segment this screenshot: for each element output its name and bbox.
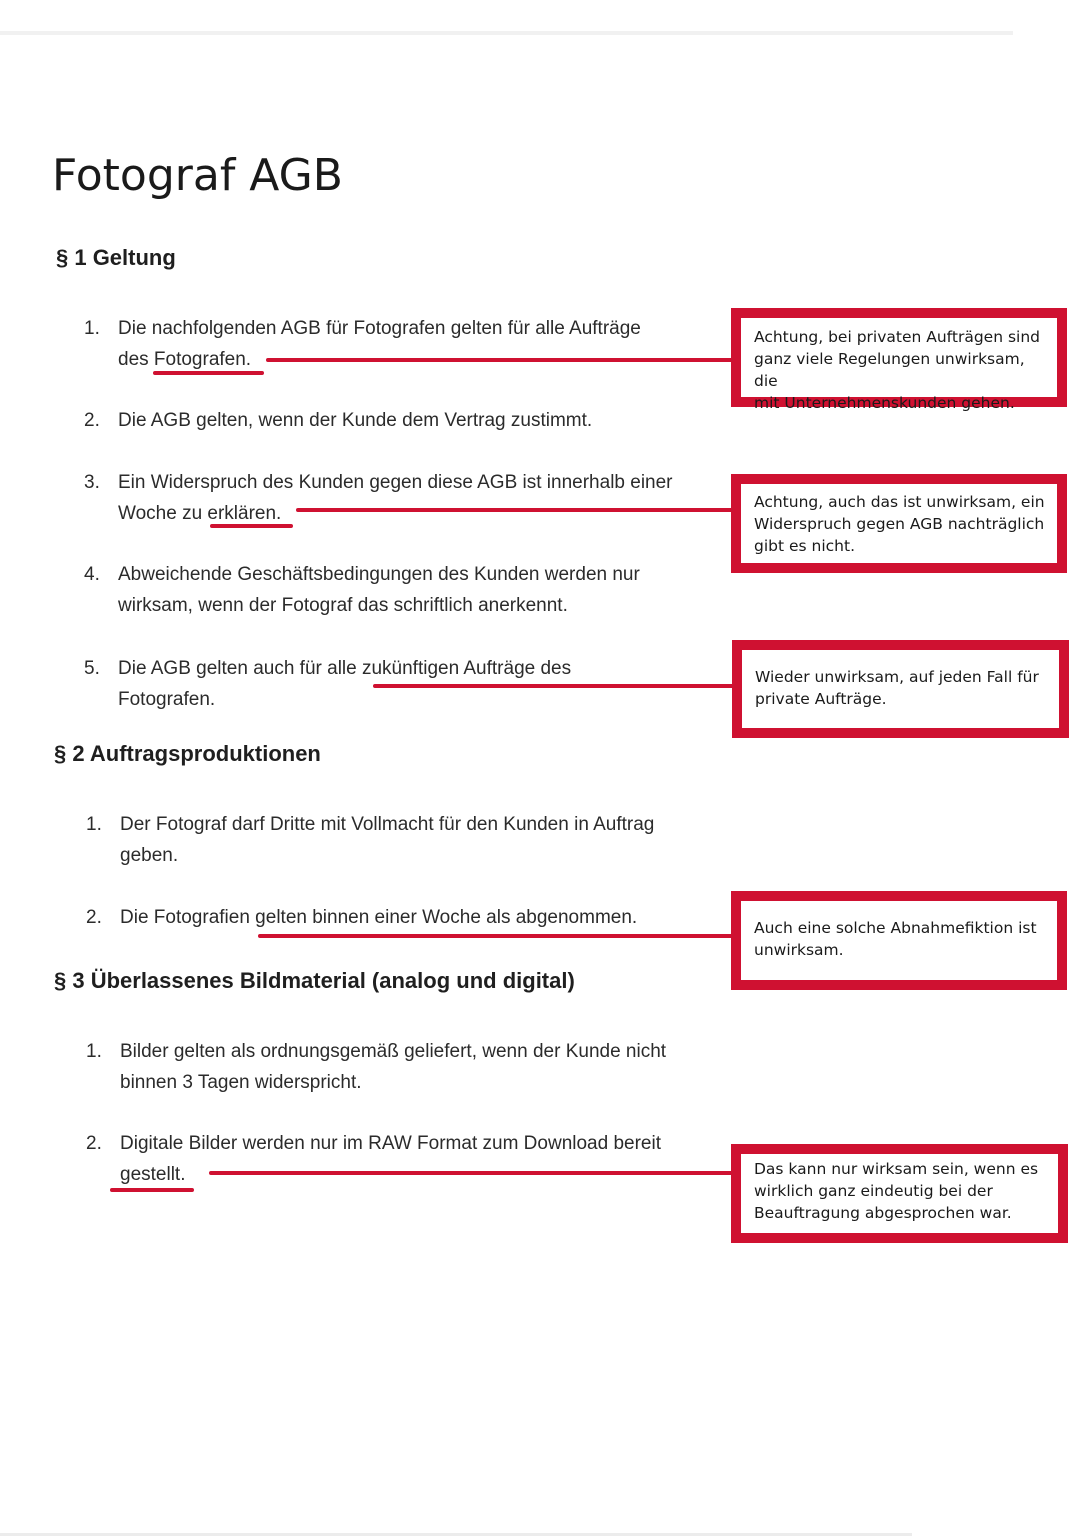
section-heading-geltung: § 1 Geltung: [56, 245, 176, 270]
highlight-underline: [153, 371, 264, 375]
list-number: 2.: [84, 410, 100, 431]
annotation-line: Achtung, bei privaten Aufträgen sind: [754, 328, 1040, 346]
annotation-connector: [266, 358, 736, 362]
annotation-line: Widerspruch gegen AGB nachträglich: [754, 515, 1045, 533]
annotation-box: [731, 1144, 1068, 1243]
list-number: 5.: [84, 658, 100, 679]
page-title: Fotograf AGB: [52, 150, 343, 201]
annotation-line: Beauftragung abgesprochen war.: [754, 1204, 1012, 1222]
list-number: 2.: [86, 1133, 102, 1154]
section-heading-bildmaterial: § 3 Überlassenes Bildmaterial (analog und digital): [54, 968, 575, 993]
annotation-line: Wieder unwirksam, auf jeden Fall für: [755, 668, 1039, 686]
list-text-line: Bilder gelten als ordnungsgemäß geliefert, wenn der Kunde nicht: [120, 1041, 667, 1062]
list-number: 1.: [84, 318, 100, 339]
annotation-line: unwirksam.: [754, 941, 844, 959]
list-text-line: Fotografen.: [118, 689, 216, 710]
list-text-line: Woche zu erklären.: [118, 503, 282, 524]
annotation-line: Das kann nur wirksam sein, wenn es: [754, 1160, 1039, 1178]
annotation-connector: [209, 1171, 736, 1175]
list-number: 1.: [86, 814, 102, 835]
annotation-connector: [296, 508, 736, 512]
list-number: 1.: [86, 1041, 102, 1062]
highlight-underline: [110, 1188, 194, 1192]
annotation-line: ganz viele Regelungen unwirksam, die: [754, 350, 1025, 390]
top-page-edge: [0, 31, 1013, 35]
list-number: 3.: [84, 472, 100, 493]
list-text-line: wirksam, wenn der Fotograf das schriftlich anerkennt.: [118, 595, 568, 616]
list-number: 4.: [84, 564, 100, 585]
list-text-line: Die Fotografien gelten binnen einer Woche als abgenommen.: [120, 907, 638, 928]
list-text-line: binnen 3 Tagen widerspricht.: [120, 1072, 362, 1093]
list-text-line: Die AGB gelten auch für alle zukünftigen Aufträge des: [118, 658, 572, 679]
list-text-line: Digitale Bilder werden nur im RAW Format zum Download bereit: [120, 1133, 661, 1154]
highlight-underline: [210, 524, 293, 528]
list-text-line: Ein Widerspruch des Kunden gegen diese AGB ist innerhalb einer: [118, 472, 673, 493]
annotation-box: [732, 640, 1069, 738]
list-text-line: gestellt.: [120, 1164, 186, 1185]
annotation-connector: [258, 934, 736, 938]
annotation-line: gibt es nicht.: [754, 537, 856, 555]
list-text-line: Der Fotograf darf Dritte mit Vollmacht für den Kunden in Auftrag: [120, 814, 655, 835]
annotation-line: mit Unternehmenskunden gehen.: [754, 394, 1015, 412]
list-text-line: geben.: [120, 845, 179, 866]
list-text-line: Die AGB gelten, wenn der Kunde dem Vertrag zustimmt.: [118, 410, 593, 431]
section-heading-auftragsproduktionen: § 2 Auftragsproduktionen: [54, 741, 321, 766]
list-number: 2.: [86, 907, 102, 928]
list-text-line: des Fotografen.: [118, 349, 252, 370]
annotation-line: private Aufträge.: [755, 690, 887, 708]
annotation-line: Auch eine solche Abnahmefiktion ist: [754, 919, 1037, 937]
annotation-connector: [373, 684, 736, 688]
annotation-box: [731, 308, 1067, 412]
annotation-box: [731, 891, 1067, 990]
annotation-line: Achtung, auch das ist unwirksam, ein: [754, 493, 1045, 511]
annotation-line: wirklich ganz eindeutig bei der: [754, 1182, 993, 1200]
annotation-box: [731, 474, 1067, 573]
list-text-line: Die nachfolgenden AGB für Fotografen gelten für alle Aufträge: [118, 318, 641, 339]
list-text-line: Abweichende Geschäftsbedingungen des Kunden werden nur: [118, 564, 640, 585]
